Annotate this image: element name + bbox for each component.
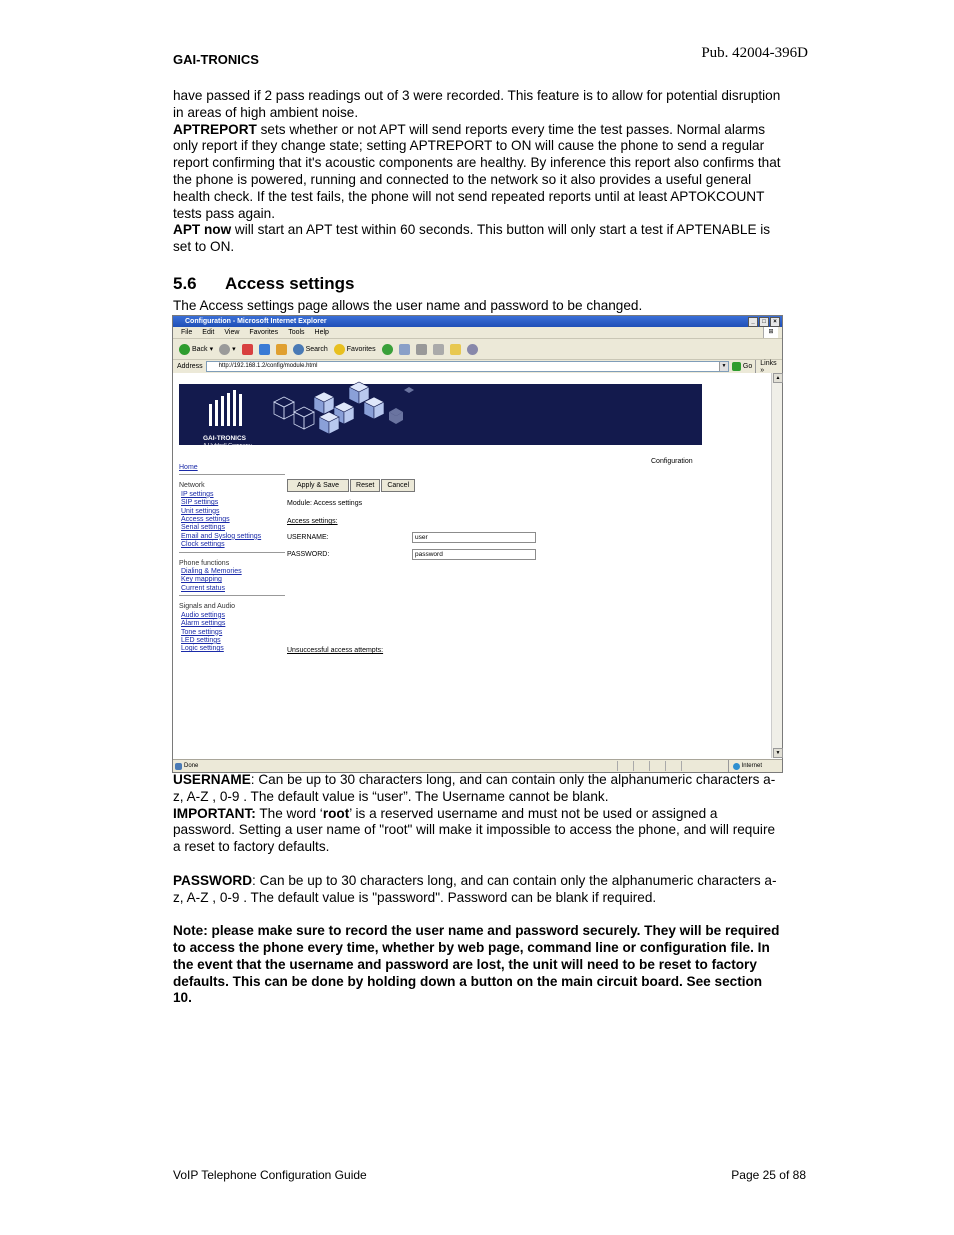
- divider: [681, 761, 682, 771]
- password-field[interactable]: password: [412, 549, 536, 560]
- aptnow-text: will start an APT test within 60 seconds. This button will only start a test if APTENABLE is set to ON.: [173, 222, 771, 255]
- sidebar-item-led-settings[interactable]: LED settings: [181, 636, 221, 644]
- sidebar-item-alarm-settings[interactable]: Alarm settings: [181, 620, 226, 628]
- stop-icon[interactable]: [242, 344, 253, 355]
- sidebar-item-sip-settings[interactable]: SIP settings: [181, 499, 219, 507]
- page-number: Page 25 of 88: [731, 1168, 806, 1182]
- aptnow-term: APT now: [173, 222, 232, 238]
- menu-favorites[interactable]: Favorites: [249, 329, 279, 336]
- sidebar-item-email-syslog[interactable]: Email and Syslog settings: [181, 532, 262, 540]
- links-button[interactable]: Links »: [755, 360, 782, 374]
- divider: [665, 761, 666, 771]
- form-buttons: [287, 479, 415, 492]
- username-description: : Can be up to 30 characters long, and can contain only the alphanumeric characters a-z, A-Z , 0-9 . The default value is “user”. The Username cannot be blank.: [173, 772, 776, 804]
- site-banner: [179, 384, 702, 449]
- security-note: Note: please make sure to record the user name and password securely. They will be required to access the phone every time, whether by web page, command line or configuration file. In the event that the username and password are lost, the unit will need to be reset to factory defaults. This can be done by holding down a button on the main circuit board. See section 10.: [173, 923, 780, 1006]
- unsuccessful-attempts-label: Unsuccessful access attempts:: [287, 647, 384, 654]
- back-button[interactable]: Back ▾: [179, 344, 213, 355]
- username-note: [173, 772, 783, 806]
- forward-arrow-icon: [219, 344, 230, 355]
- address-input[interactable]: http://192.168.1.2/config/module.html ▼: [206, 361, 729, 372]
- forward-button[interactable]: ▾: [219, 344, 236, 355]
- reset-button[interactable]: Reset: [350, 479, 380, 492]
- status-bar: [173, 759, 782, 772]
- header-company: GAI-TRONICS: [173, 52, 259, 67]
- footer-title: VoIP Telephone Configuration Guide: [173, 1168, 367, 1182]
- sidebar-item-logic-settings[interactable]: Logic settings: [181, 645, 224, 653]
- page-icon: [175, 763, 182, 770]
- sidebar-item-serial-settings[interactable]: Serial settings: [181, 524, 225, 532]
- page-viewport: [173, 373, 771, 758]
- vertical-scrollbar[interactable]: [771, 373, 782, 758]
- password-note: [173, 873, 783, 907]
- brand-subtitle: A Hubbell Company: [203, 443, 252, 449]
- intro-paragraph-1: have passed if 2 pass readings out of 3 were recorded. This feature is to allow for potential disruption in areas of high ambient noise.: [173, 88, 781, 120]
- home-icon[interactable]: [276, 344, 287, 355]
- apply-save-button[interactable]: Apply & Save: [287, 479, 349, 492]
- go-button[interactable]: Go: [732, 362, 752, 371]
- sidebar-item-access-settings[interactable]: Access settings: [181, 516, 230, 524]
- section-title: Access settings: [225, 274, 355, 293]
- edit-icon[interactable]: [433, 344, 444, 355]
- menu-help[interactable]: Help: [314, 329, 329, 336]
- scroll-up-icon[interactable]: ▲: [773, 373, 783, 383]
- star-icon: [334, 344, 345, 355]
- username-field[interactable]: user: [412, 532, 536, 543]
- nav-group-signals-audio: Signals and Audio: [179, 603, 236, 611]
- minimize-icon[interactable]: _: [748, 317, 758, 327]
- globe-icon: [733, 763, 740, 770]
- window-controls: [748, 317, 780, 327]
- status-zone: Internet: [728, 760, 762, 772]
- messenger-icon[interactable]: [467, 344, 478, 355]
- password-term: PASSWORD: [173, 872, 253, 888]
- nav-group-phone-functions: Phone functions: [179, 559, 230, 567]
- scroll-down-icon[interactable]: ▼: [773, 748, 783, 758]
- gai-tronics-logo-icon: [209, 390, 243, 428]
- status-done: Done: [175, 760, 198, 772]
- browser-screenshot: [172, 315, 783, 773]
- root-term: root: [322, 805, 350, 821]
- print-icon[interactable]: [416, 344, 427, 355]
- spacer: [173, 906, 783, 923]
- sidebar-item-key-mapping[interactable]: Key mapping: [181, 576, 222, 584]
- sidebar-item-ip-settings[interactable]: IP settings: [181, 490, 214, 498]
- username-label: USERNAME:: [287, 534, 329, 541]
- intro-text: [173, 88, 783, 256]
- cancel-button[interactable]: Cancel: [381, 479, 415, 492]
- important-term: IMPORTANT:: [173, 805, 256, 821]
- nav-group-network: Network: [179, 482, 205, 490]
- aptreport-term: APTREPORT: [173, 121, 257, 137]
- search-icon: [293, 344, 304, 355]
- access-settings-heading: Access settings:: [287, 518, 338, 525]
- intro-paragraph-3: [173, 222, 783, 256]
- module-label: Module: Access settings: [287, 500, 363, 507]
- sidebar-item-audio-settings[interactable]: Audio settings: [181, 611, 225, 619]
- important-note: IMPORTANT: The word ‘root’ is a reserved username and must not be used or assigned a password. Setting a user name of "root" will make it impossible to access the phone, and will require a reset to factory defaults.: [173, 805, 776, 855]
- menu-edit[interactable]: Edit: [202, 329, 215, 336]
- section-lead: The Access settings page allows the user name and password to be changed.: [173, 298, 643, 313]
- divider: [649, 761, 650, 771]
- configuration-label: Configuration: [651, 458, 693, 465]
- divider: [617, 761, 618, 771]
- go-arrow-icon: [732, 362, 741, 371]
- maximize-icon[interactable]: □: [759, 317, 769, 327]
- header-publication: Pub. 42004-396D: [701, 45, 808, 61]
- aptreport-text: sets whether or not APT will send reports every time the test passes. Normal alarms only report if they change state; setting APTREPORT to ON will cause the phone to send a regular report confirming that it's acoustic components are healthy. By inference this report also confirms that the phone is powered, running and connected to the network so it also provides a useful general health check. If the test fails, the phone will not send repeated reports until at least APTOKCOUNT tests pass again.: [173, 121, 781, 221]
- brand-name: GAI-TRONICS: [203, 435, 246, 442]
- divider: [179, 595, 285, 596]
- password-label: PASSWORD:: [287, 551, 330, 558]
- divider: [179, 552, 285, 553]
- sidebar-item-dialing-memories[interactable]: Dialing & Memories: [181, 568, 242, 576]
- sidebar-nav: [179, 464, 287, 654]
- back-arrow-icon: [179, 344, 190, 355]
- divider: [633, 761, 634, 771]
- spacer: [173, 856, 783, 873]
- search-button[interactable]: Search: [293, 344, 328, 355]
- section-number: 5.6: [173, 274, 197, 293]
- section-heading: [173, 274, 354, 294]
- address-label: Address: [177, 363, 203, 370]
- chevron-down-icon[interactable]: ▼: [719, 362, 728, 371]
- address-bar: [173, 360, 782, 374]
- sidebar-item-clock-settings[interactable]: Clock settings: [181, 541, 225, 549]
- windows-logo-icon: ⊞: [763, 327, 778, 338]
- sidebar-item-current-status[interactable]: Current status: [181, 584, 225, 592]
- folder-icon[interactable]: [450, 344, 461, 355]
- sidebar-item-tone-settings[interactable]: Tone settings: [181, 628, 223, 636]
- menu-tools[interactable]: Tools: [288, 329, 305, 336]
- mail-icon[interactable]: [399, 344, 410, 355]
- history-icon[interactable]: [382, 344, 393, 355]
- menu-file[interactable]: File: [181, 329, 193, 336]
- divider: [179, 474, 285, 475]
- favorites-button[interactable]: Favorites: [334, 344, 376, 355]
- window-titlebar: [173, 316, 782, 327]
- menu-view[interactable]: View: [224, 329, 240, 336]
- refresh-icon[interactable]: [259, 344, 270, 355]
- intro-paragraph-2: [173, 122, 783, 223]
- sidebar-item-unit-settings[interactable]: Unit settings: [181, 507, 220, 515]
- menu-bar: [173, 327, 782, 339]
- cube-pattern-icon: [254, 382, 424, 442]
- window-title: Configuration - Microsoft Internet Explorer: [185, 318, 327, 325]
- toolbar: [173, 339, 782, 360]
- username-term: USERNAME: [173, 772, 251, 787]
- password-description: : Can be up to 30 characters long, and can contain only the alphanumeric characters a-z, A-Z , 0-9 . The default value is "password". Password can be blank if required.: [173, 872, 777, 905]
- notes-text: [173, 772, 783, 1007]
- close-icon[interactable]: ×: [770, 317, 780, 327]
- sidebar-item-home[interactable]: Home: [179, 464, 198, 471]
